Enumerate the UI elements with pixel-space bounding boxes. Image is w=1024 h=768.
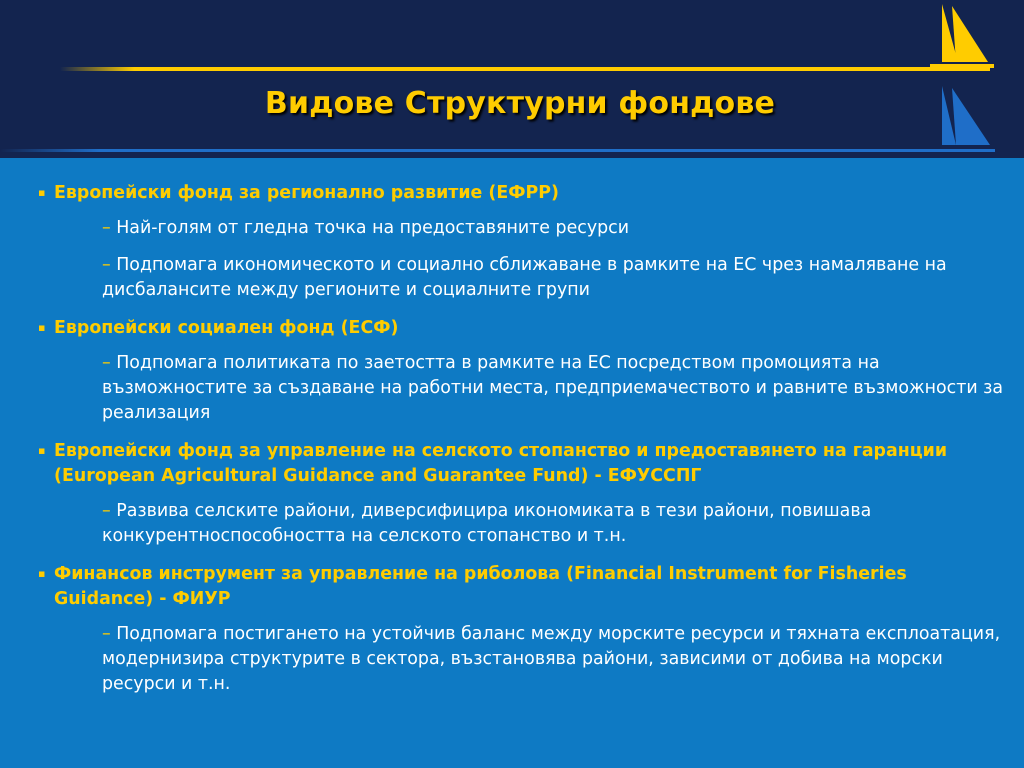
dash-icon: –	[102, 218, 111, 238]
list-item: – Развива селските райони, диверсифицира икономиката в тези райони, повишава конкурентноспособността на селското стопанство и т.н.	[102, 501, 872, 546]
slide-header	[0, 0, 1024, 158]
header-divider-blue	[0, 149, 995, 152]
header-divider-yellow	[60, 67, 990, 71]
section-heading-fiur: ▪ Финансов инструмент за управление на риболова (Financial Instrument for Fisheries Guidance) - ФИУР	[38, 561, 1008, 612]
slide-content	[38, 180, 1008, 709]
section-heading-efrr: ▪ Европейски фонд за регионално развитие (ЕФРР)	[38, 180, 1008, 206]
sailboat-logo-icon	[930, 0, 1000, 158]
list-item: – Подпомага политиката по заетостта в рамките на ЕС посредством промоцията на възможностите за създаване на работни места, предприемачеството и равните възможности за реализация	[102, 353, 1004, 423]
list-item: – Най-голям от гледна точка на предоставяните ресурси	[102, 218, 630, 238]
list-item: – Подпомага икономическото и социално сближаване в рамките на ЕС чрез намаляване на дисбалансите между регионите и социалните групи	[102, 255, 947, 300]
dash-icon: –	[102, 624, 111, 644]
bullet-icon: ▪	[38, 186, 46, 199]
section-heading-esf: ▪ Европейски социален фонд (ЕСФ)	[38, 315, 1008, 341]
bullet-icon: ▪	[38, 567, 46, 580]
bullet-icon: ▪	[38, 321, 46, 334]
dash-icon: –	[102, 255, 111, 275]
bullet-icon: ▪	[38, 444, 46, 457]
section-heading-efusspg: ▪ Европейски фонд за управление на селското стопанство и предоставянето на гаранции (European Agricultural Guidance and Guarantee Fund) - ЕФУССПГ	[38, 438, 1008, 489]
dash-icon: –	[102, 501, 111, 521]
dash-icon: –	[102, 353, 111, 373]
list-item: – Подпомага постигането на устойчив баланс между морските ресурси и тяхната експлоатация, модернизира структурите в сектора, възстановява райони, зависими от добива на морски ресурси и т.н.	[102, 624, 1001, 694]
page-title: Видове Структурни фондове	[264, 86, 776, 121]
